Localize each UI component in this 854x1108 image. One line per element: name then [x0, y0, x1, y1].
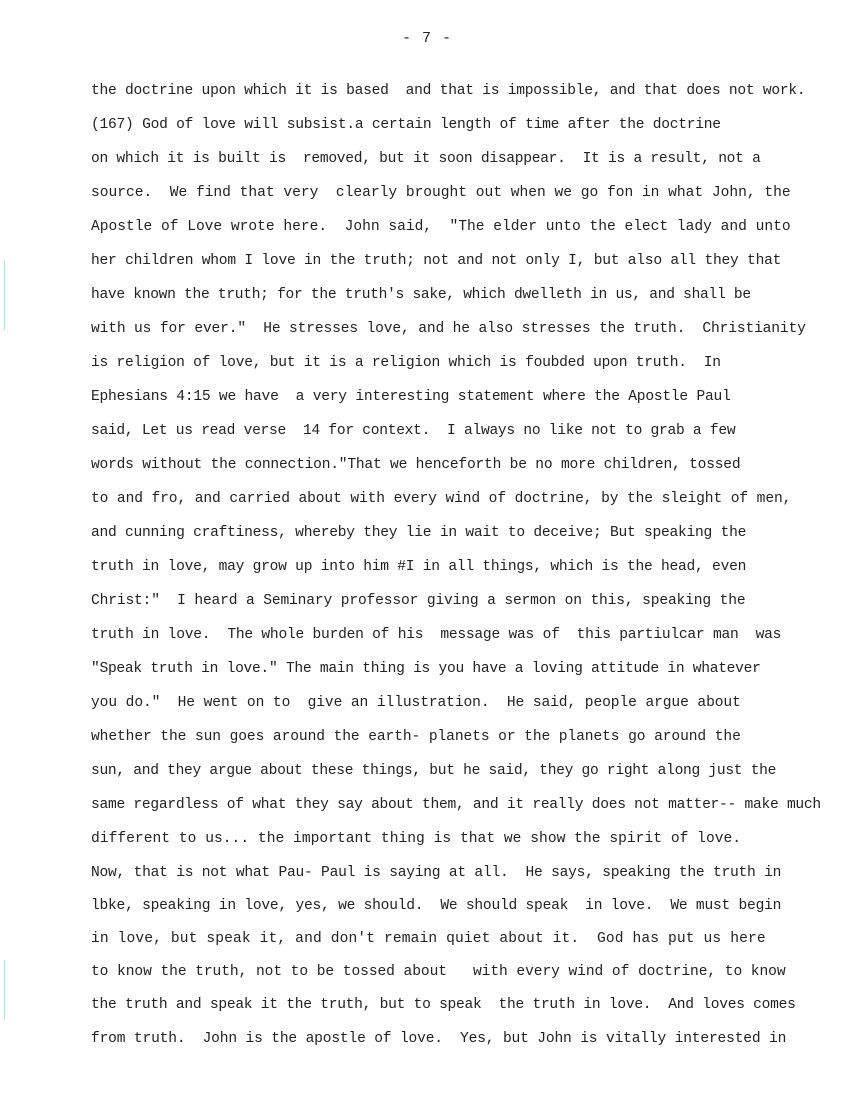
body-line-26: in love, but speak it, and don't remain quiet about it. God has put us here — [91, 931, 766, 947]
body-line-9: is religion of love, but it is a religion which is foubded upon truth. In — [91, 355, 721, 371]
body-line-5: Apostle of Love wrote here. John said, "The elder unto the elect lady and unto — [91, 219, 791, 235]
body-line-11: said, Let us read verse 14 for context. I always no like not to grab a few — [91, 423, 736, 439]
body-line-8: with us for ever." He stresses love, and he also stresses the truth. Christianity — [91, 321, 806, 337]
body-line-24: Now, that is not what Pau- Paul is saying at all. He says, speaking the truth in — [91, 865, 782, 881]
body-line-19: you do." He went on to give an illustration. He said, people argue about — [91, 695, 741, 711]
body-line-27: to know the truth, not to be tossed about with every wind of doctrine, to know — [91, 964, 786, 980]
page-number: - 7 - — [401, 30, 452, 47]
body-line-21: sun, and they argue about these things, but he said, they go right along just the — [91, 763, 777, 779]
body-line-15: truth in love, may grow up into him #I in all things, which is the head, even — [91, 559, 747, 575]
body-line-23: different to us... the important thing is that we show the spirit of love. — [91, 831, 742, 847]
body-line-28: the truth and speak it the truth, but to speak the truth in love. And loves comes — [91, 997, 796, 1013]
body-line-7: have known the truth; for the truth's sake, which dwelleth in us, and shall be — [91, 287, 751, 303]
body-line-2: (167) God of love will subsist.a certain length of time after the doctrine — [91, 117, 721, 133]
body-line-1: the doctrine upon which it is based and that is impossible, and that does not work. — [91, 83, 806, 99]
body-line-12: words without the connection."That we henceforth be no more children, tossed — [91, 457, 741, 473]
margin-mark — [4, 260, 5, 330]
body-line-4: source. We find that very clearly brought out when we go fon in what John, the — [91, 185, 791, 201]
body-line-25: lbke, speaking in love, yes, we should. We should speak in love. We must begin — [91, 898, 782, 914]
margin-mark — [4, 960, 5, 1020]
body-line-3: on which it is built is removed, but it soon disappear. It is a result, not a — [91, 151, 761, 167]
body-line-20: whether the sun goes around the earth- planets or the planets go around the — [91, 729, 741, 745]
body-line-22: same regardless of what they say about them, and it really does not matter-- make much — [91, 797, 821, 813]
body-line-14: and cunning craftiness, whereby they lie in wait to deceive; But speaking the — [91, 525, 747, 541]
body-line-6: her children whom I love in the truth; not and not only I, but also all they that — [91, 253, 782, 269]
body-line-13: to and fro, and carried about with every wind of doctrine, by the sleight of men, — [91, 491, 792, 507]
body-line-29: from truth. John is the apostle of love. Yes, but John is vitally interested in — [91, 1031, 787, 1047]
body-line-17: truth in love. The whole burden of his message was of this partiulcar man was — [91, 627, 782, 643]
body-line-10: Ephesians 4:15 we have a very interesting statement where the Apostle Paul — [91, 389, 731, 405]
body-line-18: "Speak truth in love." The main thing is you have a loving attitude in whatever — [91, 661, 761, 677]
body-line-16: Christ:" I heard a Seminary professor giving a sermon on this, speaking the — [91, 593, 746, 609]
